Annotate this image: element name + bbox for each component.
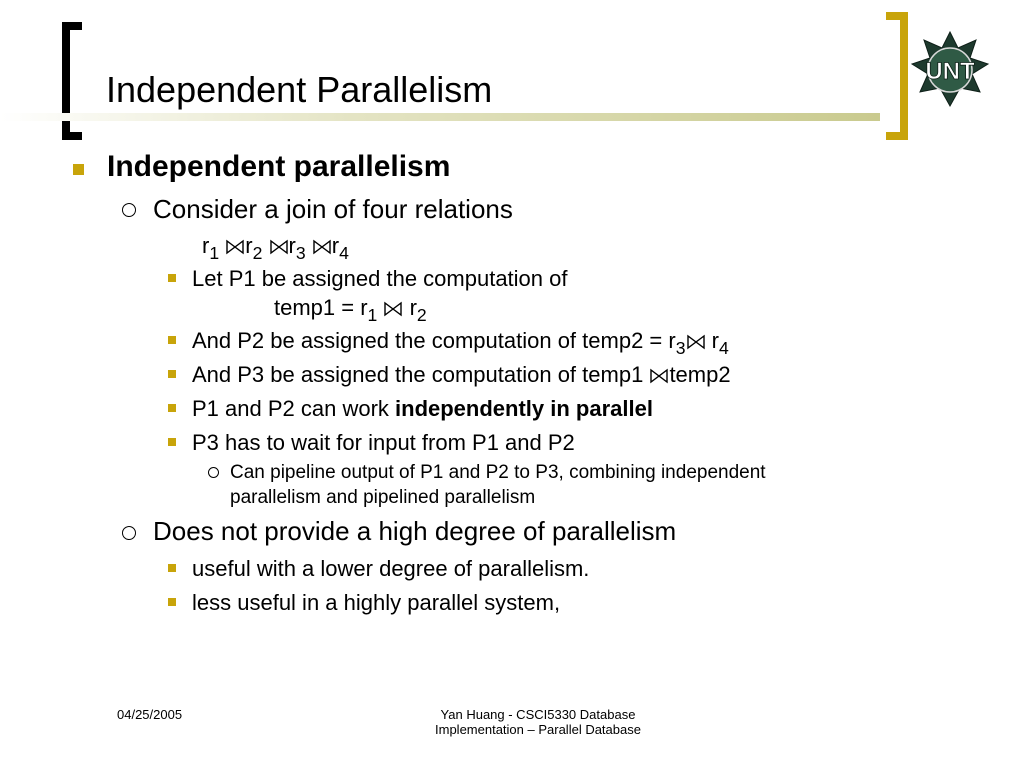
bullet-p1-p2-independent: P1 and P2 can work independently in parallel: [192, 396, 653, 421]
square-bullet-icon: [168, 564, 176, 572]
footer-center: [380, 707, 696, 737]
bullet-p2-assigned: And P2 be assigned the computation of temp2 = $r_3$ $r_4$: [192, 328, 729, 359]
square-bullet-icon: [168, 598, 176, 606]
logo-text: UNT: [925, 58, 975, 85]
bullet-pipeline-line1: Can pipeline output of P1 and P2 to P3, combining independent: [230, 462, 766, 483]
bullet-p3-wait: P3 has to wait for input from P1 and P2: [192, 430, 575, 455]
bullet-p1-assigned: Let P1 be assigned the computation of: [192, 266, 568, 291]
square-bullet-icon: [73, 164, 84, 175]
footer-center-line2: Implementation – Parallel Database: [435, 722, 641, 737]
join-expression: $r_1$ $r_2$ $r_3$ $r_4$: [202, 233, 349, 264]
square-bullet-icon: [168, 370, 176, 378]
footer-center-line1: Yan Huang - CSCI5330 Database: [440, 707, 636, 722]
square-bullet-icon: [168, 274, 176, 282]
temp1-expression: temp1 = $r_1$ $r_2$: [274, 295, 427, 326]
title-underline-bar: [0, 113, 880, 121]
bullet-p3-assigned: And P3 be assigned the computation of temp1 temp2: [192, 362, 731, 387]
bullet-useful-lower: useful with a lower degree of parallelism.: [192, 556, 590, 581]
join-symbol-icon: [312, 238, 332, 256]
slide-title: Independent Parallelism: [106, 69, 493, 110]
join-symbol-icon: [383, 300, 403, 318]
right-bracket-decoration: [886, 12, 908, 140]
hollow-circle-bullet-icon: [122, 203, 136, 217]
join-symbol-icon: [269, 238, 289, 256]
left-bracket-decoration: [62, 22, 82, 140]
join-symbol-icon: [649, 367, 669, 385]
join-symbol-icon: [686, 333, 706, 351]
square-bullet-icon: [168, 336, 176, 344]
bullet-consider-join: Consider a join of four relations: [153, 194, 513, 224]
bullet-independent-parallelism: Independent parallelism: [107, 150, 451, 183]
bullet-not-high-degree: Does not provide a high degree of parallelism: [153, 516, 677, 546]
square-bullet-icon: [168, 404, 176, 412]
hollow-circle-bullet-icon: [122, 526, 136, 540]
join-symbol-icon: [225, 238, 245, 256]
hollow-circle-bullet-icon: [208, 467, 219, 478]
bullet-pipeline-line2: parallelism and pipelined parallelism: [230, 487, 536, 508]
unt-logo-icon: [910, 30, 990, 110]
bullet-less-useful: less useful in a highly parallel system,: [192, 590, 561, 615]
footer-date: 04/25/2005: [117, 707, 183, 722]
square-bullet-icon: [168, 438, 176, 446]
